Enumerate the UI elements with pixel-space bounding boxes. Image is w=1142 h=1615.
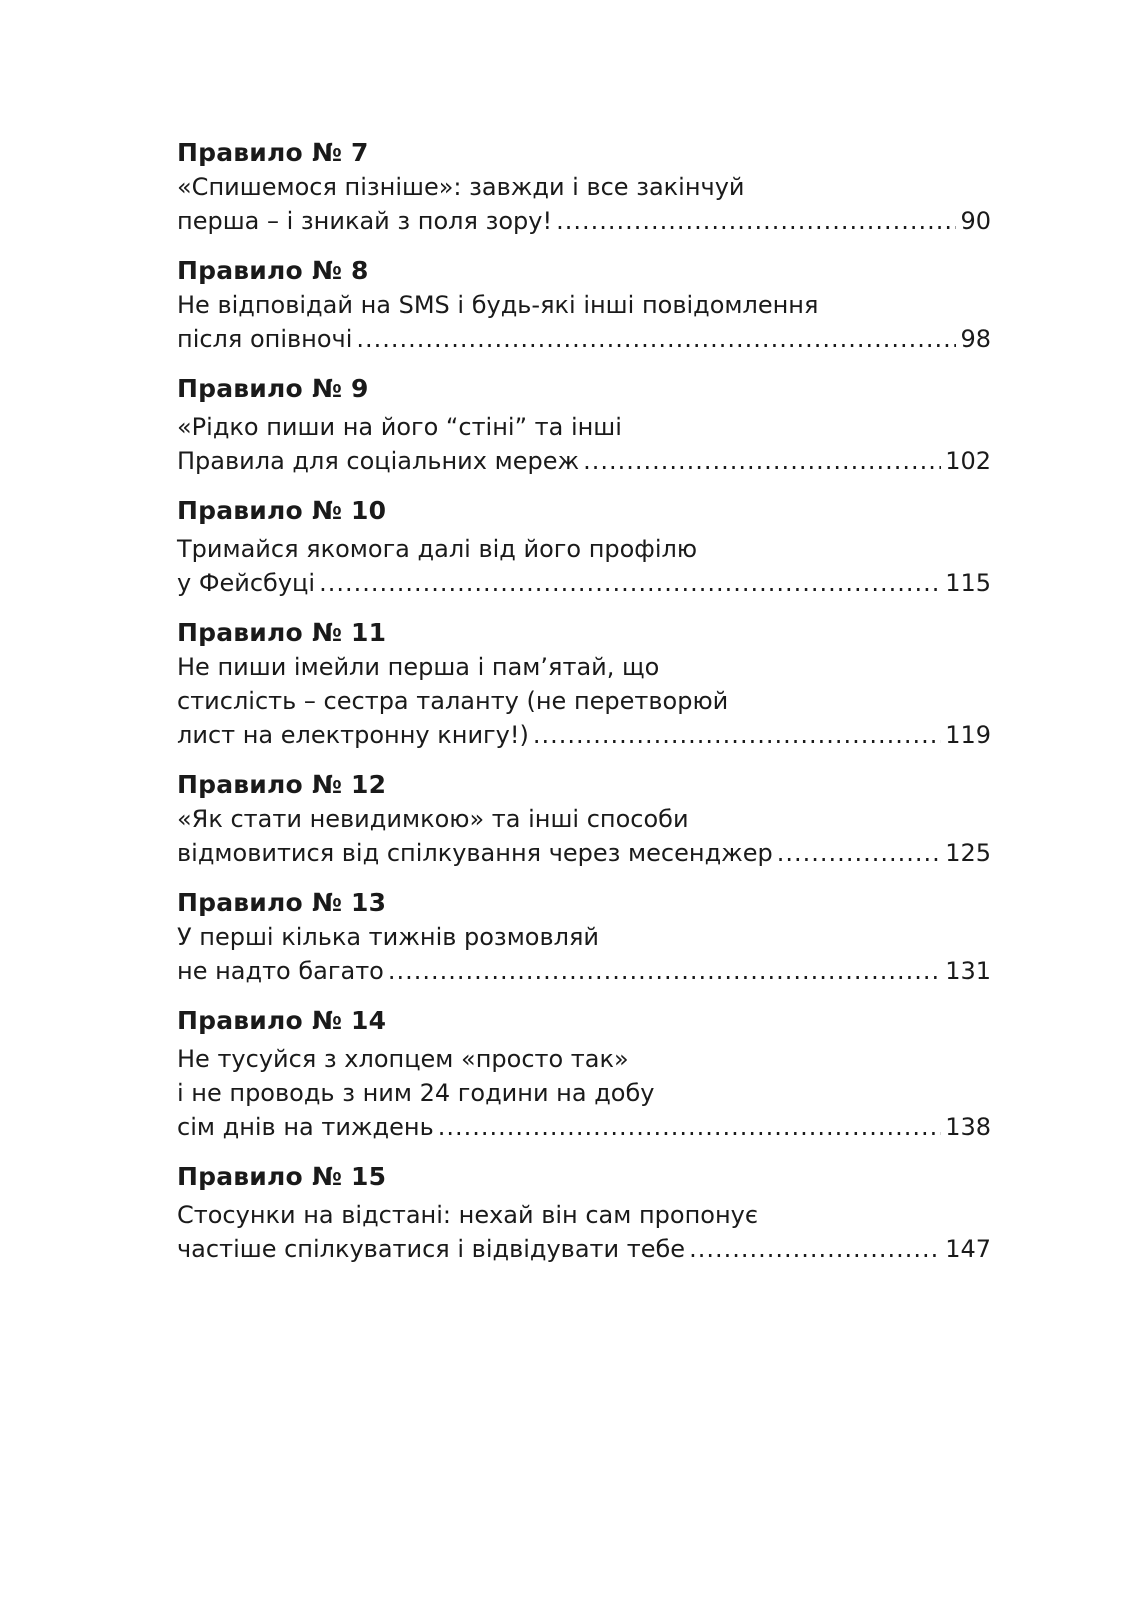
toc-entry-rule-12: [177, 768, 991, 870]
page-number: 125: [945, 839, 991, 867]
rule-description-end: у Фейсбуці: [177, 569, 316, 597]
page-number: 131: [945, 957, 991, 985]
rule-description-line: Не тусуйся з хлопцем «просто так»: [177, 1045, 629, 1073]
rule-title: Правило № 12: [177, 770, 387, 799]
rule-description-end: після опівночі: [177, 325, 353, 353]
rule-description-end: частіше спілкуватися і відвідувати тебе: [177, 1235, 686, 1263]
table-of-contents: [177, 136, 991, 1282]
rule-description-end: не надто багато: [177, 957, 384, 985]
rule-last-line: [177, 954, 991, 988]
page-number: 102: [945, 447, 991, 475]
rule-title: Правило № 13: [177, 888, 387, 917]
rule-last-line: [177, 1232, 991, 1266]
toc-entry-rule-14: [177, 1004, 991, 1144]
rule-description-end: лист на електронну книгу!): [177, 721, 529, 749]
rule-title: Правило № 11: [177, 618, 387, 647]
toc-entry-rule-7: [177, 136, 991, 238]
page-number: 119: [945, 721, 991, 749]
rule-description-line: У перші кілька тижнів розмовляй: [177, 923, 600, 951]
dot-leader: [438, 1110, 941, 1144]
rule-last-line: [177, 1110, 991, 1144]
toc-entry-rule-8: [177, 254, 991, 356]
rule-last-line: [177, 444, 991, 478]
rule-description-end: відмовитися від спілкування через месенджер: [177, 839, 773, 867]
rule-title: Правило № 10: [177, 496, 387, 525]
rule-description-line: «Як стати невидимкою» та інші способи: [177, 805, 689, 833]
rule-last-line: [177, 836, 991, 870]
toc-entry-rule-10: [177, 494, 991, 600]
dot-leader: [388, 954, 941, 988]
rule-description-line: «Рідко пиши на його “стіні” та інші: [177, 413, 622, 441]
rule-description-line: Стосунки на відстані: нехай він сам пропонує: [177, 1201, 759, 1229]
rule-last-line: [177, 566, 991, 600]
rule-description-line: Не пиши імейли перша і пам’ятай, що: [177, 653, 660, 681]
rule-title: Правило № 15: [177, 1162, 387, 1191]
toc-entry-rule-15: [177, 1160, 991, 1266]
rule-description-line: Тримайся якомога далі від його профілю: [177, 535, 698, 563]
rule-last-line: [177, 322, 991, 356]
dot-leader: [533, 718, 941, 752]
rule-description-end: перша – і зникай з поля зору!: [177, 207, 553, 235]
dot-leader: [583, 444, 941, 478]
toc-entry-rule-9: [177, 372, 991, 478]
page-number: 138: [945, 1113, 991, 1141]
rule-description-line: «Спишемося пізніше»: завжди і все закінчуй: [177, 173, 745, 201]
page-number: 115: [945, 569, 991, 597]
rule-description-line: Не відповідай на SMS і будь-які інші повідомлення: [177, 291, 819, 319]
dot-leader: [356, 322, 956, 356]
toc-entry-rule-13: [177, 886, 991, 988]
dot-leader: [777, 836, 941, 870]
dot-leader: [319, 566, 941, 600]
rule-last-line: [177, 718, 991, 752]
page-number: 90: [960, 207, 991, 235]
rule-description-end: сім днів на тиждень: [177, 1113, 434, 1141]
page-number: 147: [945, 1235, 991, 1263]
rule-last-line: [177, 204, 991, 238]
rule-title: Правило № 9: [177, 374, 369, 403]
rule-title: Правило № 7: [177, 138, 369, 167]
toc-entry-rule-11: [177, 616, 991, 752]
rule-title: Правило № 8: [177, 256, 369, 285]
rule-description-line: стислість – сестра таланту (не перетворюй: [177, 687, 729, 715]
rule-title: Правило № 14: [177, 1006, 387, 1035]
dot-leader: [689, 1232, 941, 1266]
rule-description-end: Правила для соціальних мереж: [177, 447, 580, 475]
rule-description-line: і не проводь з ним 24 години на добу: [177, 1079, 655, 1107]
dot-leader: [556, 204, 956, 238]
page-number: 98: [960, 325, 991, 353]
